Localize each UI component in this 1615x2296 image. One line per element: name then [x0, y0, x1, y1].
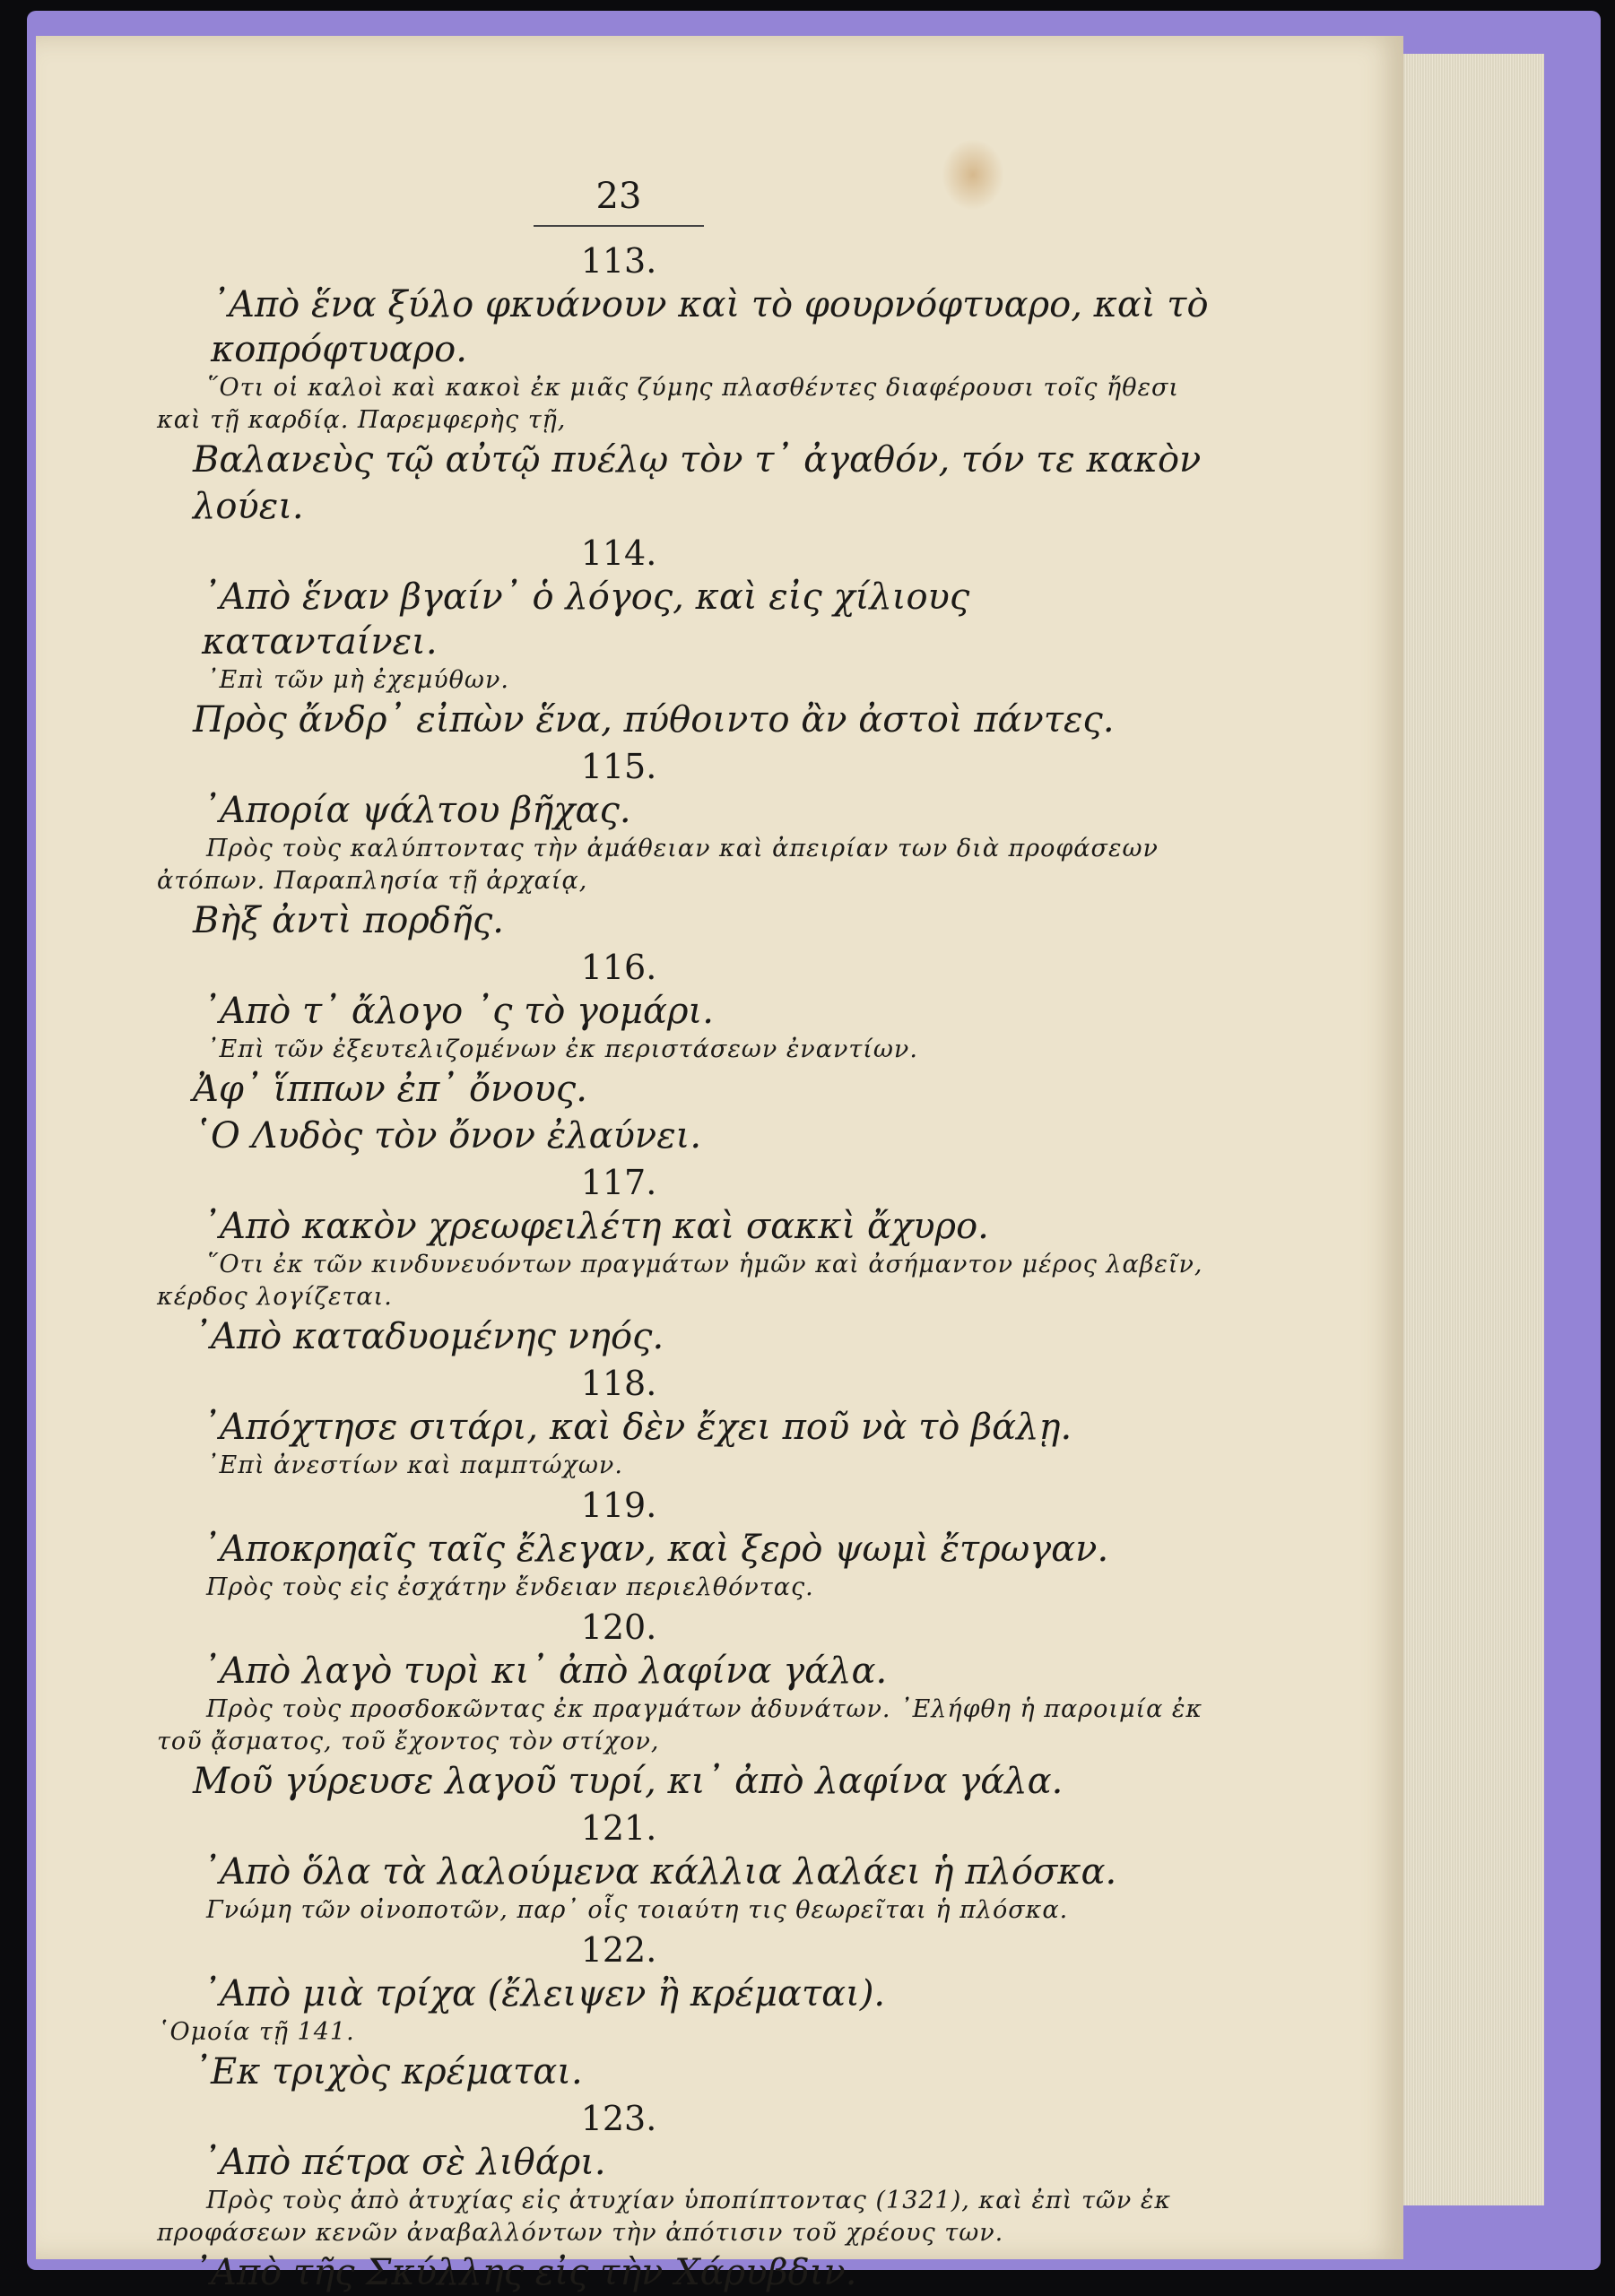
- entry-number: 115.: [580, 747, 657, 786]
- commentary: ῞Οτι ἐκ τῶν κινδυνευόντων πραγμάτων ἡμῶν καὶ ἀσήμαντον μέρος λαβεῖν, κέρδος λογίζεται.: [157, 1251, 1203, 1311]
- proverb: ᾿Απὸ τ᾿ ἄλογο ᾿ς τὸ γομάρι.: [202, 991, 714, 1032]
- entry-number: 122.: [580, 1930, 657, 1970]
- proverb: ᾿Απὸ πέτρα σὲ λιθάρι.: [202, 2142, 606, 2183]
- entry-number: 114.: [580, 533, 657, 573]
- ancient-parallel: Μοῦ γύρευσε λαγοῦ τυρί, κι᾿ ἀπὸ λαφίνα γάλα.: [193, 1761, 1064, 1802]
- proverb: ᾿Απὸ λαγὸ τυρὶ κι᾿ ἀπὸ λαφίνα γάλα.: [202, 1651, 888, 1692]
- commentary: Πρὸς τοὺς προσδοκῶντας ἐκ πραγμάτων ἀδυνάτων. ᾿Ελήφθη ἡ παροιμία ἐκ τοῦ ᾄσματος, τοῦ ἔχοντος τὸν στίχον,: [157, 1695, 1203, 1755]
- page-edges: [1381, 54, 1544, 2205]
- ancient-parallel: ᾿Απὸ τῆς Σκύλλης εἰς τὴν Χάρυβδιν.: [193, 2252, 857, 2293]
- entry-number: 117.: [580, 1163, 657, 1202]
- proverb: ᾿Απὸ κακὸν χρεωφειλέτη καὶ σακκὶ ἄχυρο.: [202, 1206, 989, 1247]
- commentary: Πρὸς τοὺς εἰς ἐσχάτην ἔνδειαν περιελθόντας.: [206, 1573, 814, 1601]
- proverb: ᾿Αποκρηαῖς ταῖς ἔλεγαν, καὶ ξερὸ ψωμὶ ἔτρωγαν.: [202, 1529, 1109, 1570]
- ancient-parallel: ῾Ο Λυδὸς τὸν ὄνον ἐλαύνει.: [193, 1115, 702, 1157]
- ancient-parallel: ᾿Εκ τριχὸς κρέμαται.: [193, 2051, 583, 2092]
- proverb: ᾿Απὸ ἕνα ξύλο φκυάνουν καὶ τὸ φουρνόφτυαρο, καὶ τὸ κοπρόφτυαρο.: [211, 284, 1209, 370]
- ancient-parallel: Βαλανεὺς τῷ αὐτῷ πυέλῳ τὸν τ᾿ ἀγαθόν, τόν τε κακὸν λούει.: [193, 439, 1202, 527]
- entry-number: 123.: [580, 2099, 657, 2138]
- ancient-parallel: Βὴξ ἀντὶ πορδῆς.: [193, 900, 505, 941]
- commentary: ῞Οτι οἱ καλοὶ καὶ κακοὶ ἐκ μιᾶς ζύμης πλασθέντες διαφέρουσι τοῖς ἤθεσι καὶ τῇ καρδίᾳ. Παρεμφερὴς τῇ,: [157, 374, 1179, 434]
- ancient-parallel: Ἀφ᾿ ἵππων ἐπ᾿ ὄνους.: [193, 1069, 587, 1110]
- page-number: 23: [595, 176, 642, 217]
- entry-number: 118.: [580, 1364, 657, 1403]
- proverb: ᾿Απὸ μιὰ τρίχα (ἔλειψεν ἢ κρέμαται).: [202, 1973, 886, 2014]
- entry-number: 113.: [580, 241, 657, 281]
- commentary: ῾Ομοία τῇ 141.: [157, 2018, 355, 2046]
- entry-number: 119.: [580, 1486, 657, 1525]
- ancient-parallel: Πρὸς ἄνδρ᾿ εἰπὼν ἕνα, πύθοιντο ἂν ἀστοὶ πάντες.: [193, 699, 1115, 741]
- proverb: ᾿Απὸ ὅλα τὰ λαλούμενα κάλλια λαλάει ἡ πλόσκα.: [202, 1851, 1117, 1893]
- entry-number: 120.: [580, 1607, 657, 1647]
- commentary: Πρὸς τοὺς καλύπτοντας τὴν ἀμάθειαν καὶ ἀπειρίαν των διὰ προφάσεων ἀτόπων. Παραπλησία τῇ ἀρχαίᾳ,: [157, 835, 1159, 895]
- proverb: ᾿Απόχτησε σιτάρι, καὶ δὲν ἔχει ποῦ νὰ τὸ βάλῃ.: [202, 1407, 1072, 1448]
- entry-number: 121.: [580, 1808, 657, 1848]
- proverb: ᾿Απὸ ἕναν βγαίν᾿ ὁ λόγος, καὶ εἰς χίλιους καταντaίνει.: [202, 576, 970, 663]
- entry-number: 116.: [580, 948, 657, 987]
- page-content: [157, 175, 1215, 2296]
- commentary: ᾿Επὶ τῶν μὴ ἐχεμύθων.: [206, 666, 509, 694]
- header-rule: [534, 225, 704, 227]
- commentary: Πρὸς τοὺς ἀπὸ ἀτυχίας εἰς ἀτυχίαν ὑποπίπτοντας (1321), καὶ ἐπὶ τῶν ἐκ προφάσεων κενῶν ἀναβαλλόντων τὴν ἀπότισιν τοῦ χρέους των.: [157, 2187, 1172, 2247]
- commentary: ᾿Επὶ τῶν ἐξευτελιζομένων ἐκ περιστάσεων ἐναντίων.: [206, 1035, 918, 1063]
- ancient-parallel: ᾿Απὸ καταδυομένης νηός.: [193, 1316, 664, 1357]
- commentary: ᾿Επὶ ἀνεστίων καὶ παμπτώχων.: [206, 1451, 623, 1479]
- commentary: Γνώμη τῶν οἰνοποτῶν, παρ᾿ οἷς τοιαύτη τις θεωρεῖται ἡ πλόσκα.: [206, 1896, 1069, 1924]
- proverb: ᾿Απορία ψάλτου βῆχας.: [202, 790, 631, 831]
